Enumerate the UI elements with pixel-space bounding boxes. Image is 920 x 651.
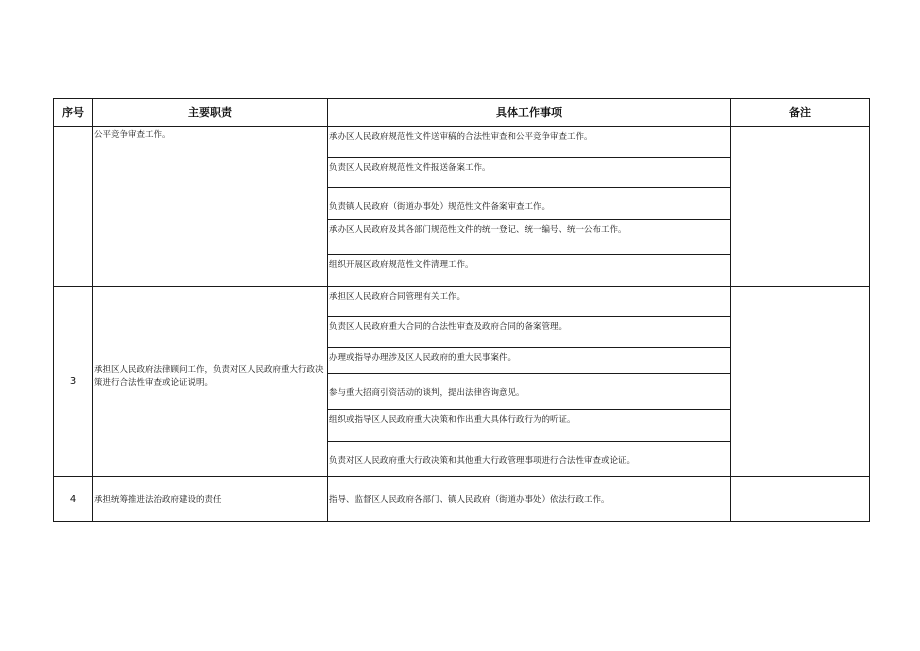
table-body <box>54 127 870 522</box>
row-no <box>54 127 93 287</box>
row-items <box>328 477 731 522</box>
work-item: 承担区人民政府合同管理有关工作。 <box>328 287 730 317</box>
duty-table <box>53 98 870 522</box>
items-list <box>328 127 730 286</box>
header-items: 具体工作事项 <box>328 99 731 127</box>
row-no: 3 <box>54 287 93 477</box>
work-item: 负责对区人民政府重大行政决策和其他重大行政管理事项进行合法性审查或论证。 <box>329 456 636 466</box>
row-duty <box>93 477 328 522</box>
work-item: 负责区人民政府规范性文件报送备案工作。 <box>328 158 730 188</box>
duty-text: 承担区人民政府法律顾问工作，负责对区人民政府重大行政决策进行合法性审查或论证说明。 <box>94 364 324 388</box>
items-list <box>328 477 730 521</box>
row-no: 4 <box>54 477 93 522</box>
duty-text: 承担统筹推进法治政府建设的责任 <box>94 495 222 505</box>
row-note <box>731 127 870 287</box>
table-row <box>54 127 870 287</box>
table-row <box>54 477 870 522</box>
row-duty <box>93 287 328 477</box>
row-note <box>731 287 870 477</box>
table-row <box>54 287 870 477</box>
work-item: 承办区人民政府及其各部门规范性文件的统一登记、统一编号、统一公布工作。 <box>328 220 730 255</box>
row-note <box>731 477 870 522</box>
header-duty: 主要职责 <box>93 99 328 127</box>
work-item: 组织开展区政府规范性文件清理工作。 <box>329 260 474 270</box>
row-items <box>328 287 731 477</box>
row-duty <box>93 127 328 287</box>
work-item: 组织或指导区人民政府重大决策和作出重大具体行政行为的听证。 <box>328 410 730 442</box>
work-item: 参与重大招商引资活动的谈判，提出法律咨询意见。 <box>328 374 730 410</box>
work-item: 指导、监督区人民政府各部门、镇人民政府（街道办事处）依法行政工作。 <box>329 495 610 505</box>
row-items <box>328 127 731 287</box>
work-item: 承办区人民政府规范性文件送审稿的合法性审查和公平竞争审查工作。 <box>328 127 730 158</box>
header-no: 序号 <box>54 99 93 127</box>
duty-text: 公平竞争审查工作。 <box>94 130 171 140</box>
table-header <box>54 99 870 127</box>
header-note: 备注 <box>731 99 870 127</box>
work-item: 办理或指导办理涉及区人民政府的重大民事案件。 <box>328 348 730 374</box>
work-item: 负责区人民政府重大合同的合法性审查及政府合同的备案管理。 <box>328 317 730 348</box>
work-item: 负责镇人民政府（街道办事处）规范性文件备案审查工作。 <box>328 188 730 220</box>
header-row <box>54 99 870 127</box>
items-list <box>328 287 730 476</box>
